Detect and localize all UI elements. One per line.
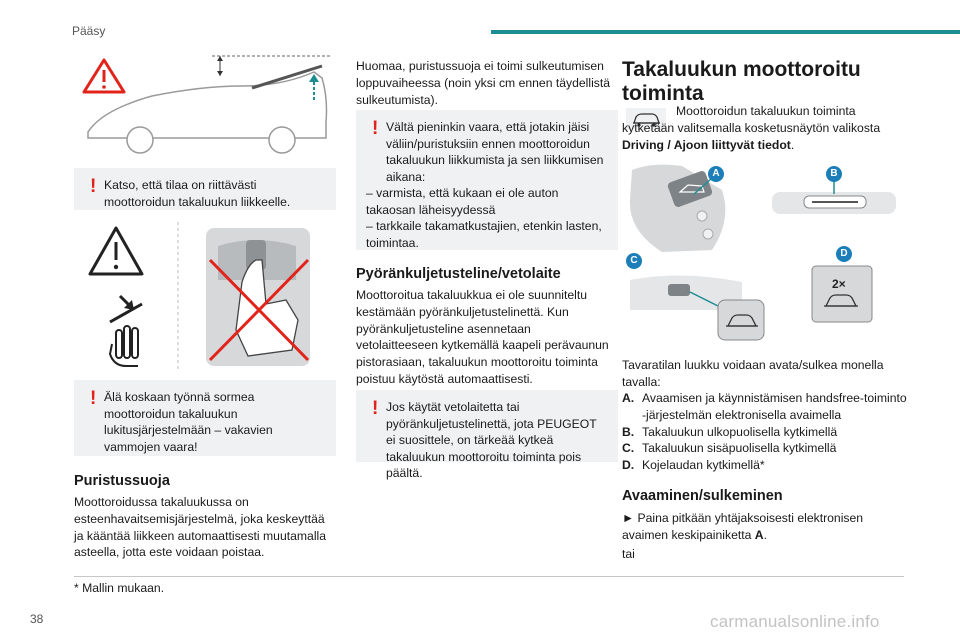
list-item — [622, 440, 908, 457]
list-letter: C. — [622, 441, 635, 456]
warning-box-pinch — [356, 110, 618, 250]
step-arrow-icon: ► — [622, 511, 635, 525]
warning-text: Katso, että tilaa on riittävästi moottoroidun takaluukun liikkeelle. — [104, 178, 291, 209]
tailgate-controls-figure — [622, 160, 908, 345]
intro-bold: Driving / Ajoon liittyvät tiedot — [622, 137, 791, 152]
step-end: . — [763, 527, 767, 542]
step-text: Paina pitkään yhtäjaksoisesti elektronisen avaimen keskipainiketta — [622, 511, 864, 542]
upward-arrow-icon — [309, 74, 319, 100]
warning-text: Jos käytät vetolaitetta tai pyöränkuljetustelinettä, jota PEUGEOT ei suosittele, on tärkeää kytkeä takaluukun moottoroitu toiminta pois päältä. — [386, 400, 597, 480]
section-heading-open-close: Avaaminen/sulkeminen — [622, 488, 783, 504]
warning-exclamation-icon: ! — [90, 388, 97, 409]
methods-intro: Tavaratilan luukku voidaan avata/sulkea monella tavalla: — [622, 358, 884, 389]
figure-label-c: C — [626, 253, 642, 269]
page-number: 38 — [30, 612, 44, 626]
anti-pinch-note: Huomaa, puristussuoja ei toimi sulkeutumisen loppuvaiheessa (noin yksi cm ennen täydellistä sulkeutumista). — [356, 59, 611, 107]
warning-triangle-icon — [90, 228, 142, 274]
header-accent-bar — [491, 30, 960, 34]
step-bold: A — [754, 527, 764, 542]
warning-box-space — [74, 168, 336, 210]
warning-box-finger — [74, 380, 336, 456]
hand-push-icon — [110, 296, 142, 366]
warning-box-towbar — [356, 390, 618, 480]
list-item — [622, 457, 908, 474]
methods-list — [622, 390, 908, 474]
watermark: carmanualsonline.info — [710, 612, 880, 631]
figure-label-d: D — [836, 246, 852, 262]
list-item — [622, 424, 908, 441]
bike-carrier-text: Moottoroitua takaluukkua ei ole suunniteltu kestämään pyöränkuljetustelinettä. Kun pyöränkuljetusteline asennetaan vetolaitteeseen kytkemällä kaapeli perävaunun pistorasiaan, takaluukun moottoroitu toiminta poistuu käytöstä automaattisesti. — [356, 288, 609, 386]
or-text: tai — [622, 547, 635, 561]
intro-plain: Moottoroidun takaluukun toiminta kytketään valitsemalla kosketusnäytön valikosta — [622, 104, 881, 135]
open-close-step — [622, 510, 906, 544]
warning-exclamation-icon: ! — [372, 118, 379, 139]
list-item — [622, 390, 908, 424]
double-press-badge: 2× — [832, 277, 846, 291]
list-text: Takaluukun sisäpuolisella kytkimellä — [642, 441, 837, 456]
warning-triangle-icon — [84, 60, 124, 92]
car-tailgate-clearance-illustration — [82, 52, 338, 160]
section-title: Pääsy — [72, 24, 106, 38]
warning-bullet: – tarkkaile takamatkustajien, etenkin lasten, toimintaa. — [366, 219, 602, 250]
list-letter: B. — [622, 424, 635, 439]
page-title: Takaluukun moottoroitu toiminta — [622, 58, 861, 105]
warning-exclamation-icon: ! — [372, 398, 379, 419]
list-text: Takaluukun ulkopuolisella kytkimellä — [642, 424, 838, 439]
footnote: * Mallin mukaan. — [74, 581, 165, 595]
anti-pinch-text: Moottoroidussa takaluukussa on esteenhavaitsemisjärjestelmä, joka keskeyttää ja kääntää liikkeen automaattisesti muutamalla asteella, jotta este voidaan poistaa. — [74, 495, 327, 560]
list-letter: A. — [622, 391, 635, 405]
section-heading-anti-pinch: Puristussuoja — [74, 473, 170, 489]
warning-exclamation-icon: ! — [90, 176, 97, 197]
figure-label-b: B — [826, 166, 842, 182]
list-letter: D. — [622, 458, 635, 473]
warning-text: Vältä pieninkin vaara, että jotakin jäisi väliin/puristuksiin ennen moottoroidun takaluukun liikkumista ja sen liikkumisen aikana: — [386, 120, 604, 184]
list-text: Kojelaudan kytkimellä* — [642, 458, 765, 473]
section-heading-bike-carrier: Pyöränkuljetusteline/vetolaite — [356, 266, 561, 282]
intro-end: . — [790, 137, 795, 152]
list-text: Avaamisen ja käynnistämisen handsfree-toiminto -järjestelmän elektronisella avaimella — [642, 391, 907, 422]
finger-pinch-warning-illustration — [86, 220, 336, 370]
footer-divider — [74, 576, 904, 577]
intro-text — [622, 103, 906, 153]
warning-text: Älä koskaan työnnä sormea moottoroidun takaluukun lukitusjärjestelmään – vakavien vammojen vaara! — [104, 390, 273, 454]
warning-bullet: – varmista, että kukaan ei ole auton takaosan läheisyydessä — [366, 186, 559, 217]
figure-label-a: A — [708, 166, 724, 182]
